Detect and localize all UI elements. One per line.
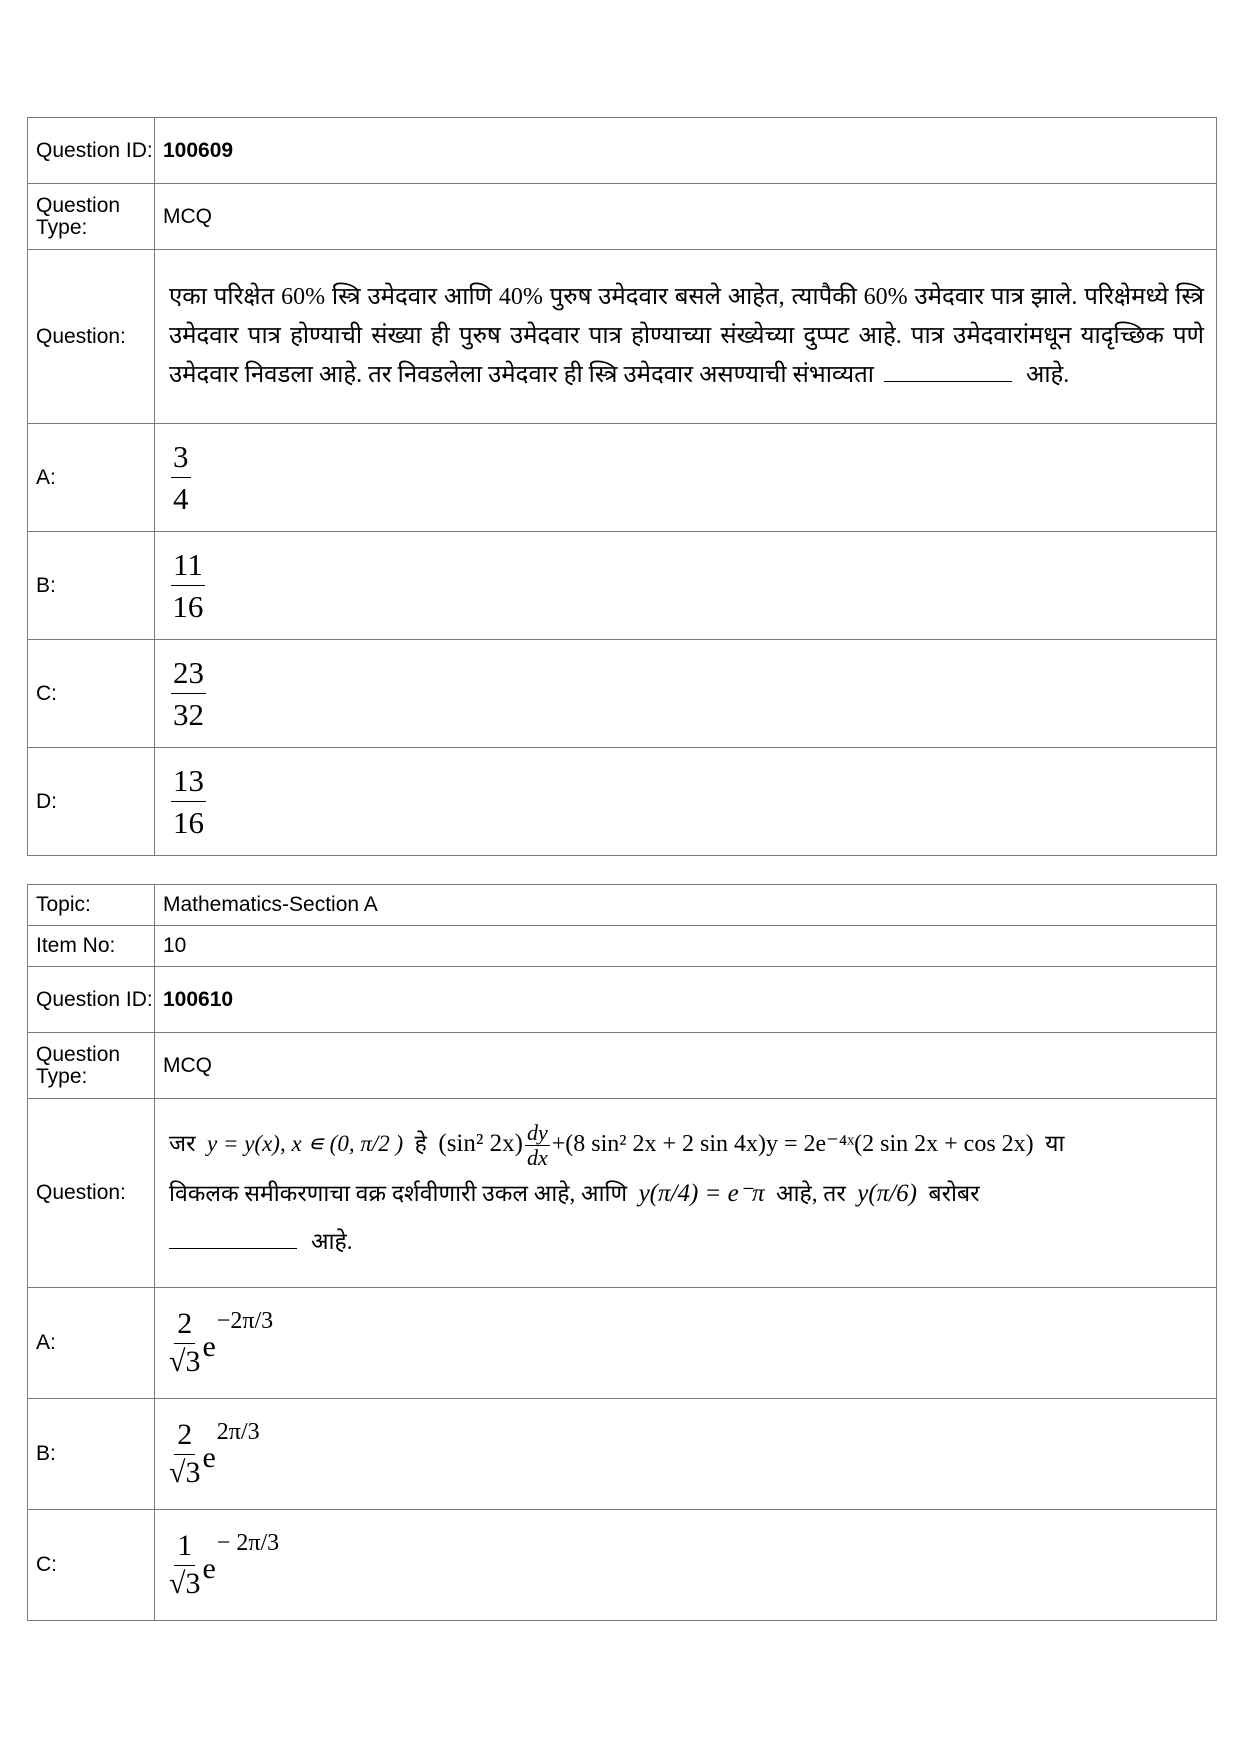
option-a-fraction: [169, 1308, 200, 1378]
option-b-expression: [169, 1419, 260, 1489]
question-id-label: Question ID:: [28, 118, 155, 184]
q-barobar: बरोबर: [928, 1181, 980, 1207]
topic-label: Topic:: [28, 885, 155, 926]
option-b-numerator: 2: [174, 1419, 195, 1455]
option-a-label: A:: [28, 424, 155, 532]
option-a-denominator: √3: [169, 1345, 201, 1378]
question-type-value: MCQ: [155, 1033, 1217, 1099]
option-b-denominator: √3: [169, 1456, 201, 1489]
answer-blank: [169, 1247, 297, 1249]
q-line2a: विकलक समीकरणाचा वक्र दर्शवीणारी उकल आहे, आणि: [169, 1181, 628, 1207]
q-initial-condition: y(π/4) = e⁻π: [638, 1180, 765, 1208]
q-ya: या: [1045, 1130, 1065, 1156]
q-eq-lhs: (sin² 2x): [438, 1129, 523, 1157]
option-c[interactable]: [155, 1510, 1217, 1621]
option-c-label: C:: [28, 1510, 155, 1621]
option-a[interactable]: [155, 424, 1217, 532]
question-id-value: 100610: [155, 967, 1217, 1033]
option-c[interactable]: [155, 640, 1217, 748]
q-he: हे: [414, 1130, 427, 1156]
item-no-label: Item No:: [28, 926, 155, 967]
q-target: y(π/6): [857, 1180, 917, 1208]
option-b[interactable]: [155, 532, 1217, 640]
question-type-label: Question Type:: [28, 184, 155, 250]
option-a-numerator: 3: [171, 440, 191, 478]
option-c-base: e: [202, 1552, 216, 1585]
q-condition: y = y(x), x ∊ (0, π/2 ): [206, 1130, 404, 1156]
question-table-100609: [27, 117, 1217, 856]
question-label: Question:: [28, 250, 155, 424]
option-c-label: C:: [28, 640, 155, 748]
question-type-label: Question Type:: [28, 1033, 155, 1099]
option-d-label: D:: [28, 748, 155, 856]
option-a-label: A:: [28, 1288, 155, 1399]
q-dx: dx: [526, 1145, 548, 1171]
option-a-exponent: −2π/3: [216, 1308, 274, 1334]
option-a-base: e: [202, 1330, 216, 1363]
option-b-numerator: 11: [171, 548, 205, 586]
question-text-part1: एका परिक्षेत 60% स्त्रि उमेदवार आणि 40% पुरुष उमेदवार बसले आहेत, त्यापैकी 60% उमेदवार पात्र झाले. परिक्षेमध्ये स्त्रि उमेदवार पात्र होण्याची संख्या ही पुरुष उमेदवार पात्र होण्याच्या संख्येच्या दुप्पट आहे. पात्र उमेदवारांमधून यादृच्छिक पणे उमेदवार निवडला आहे. तर निवडलेला उमेदवार ही स्त्रि उमेदवार असण्याची संभाव्यता: [169, 284, 1204, 388]
option-a-denominator: 4: [173, 481, 189, 516]
option-a-numerator: 2: [174, 1308, 195, 1344]
question-type-value: MCQ: [155, 184, 1217, 250]
option-b-label: B:: [28, 1399, 155, 1510]
option-c-denominator: √3: [169, 1567, 201, 1600]
option-b-fraction: [169, 1419, 200, 1489]
question-text: [155, 272, 1216, 401]
q-derivative: [525, 1121, 550, 1170]
question-text: [155, 1114, 1216, 1272]
option-d-fraction: [171, 764, 206, 839]
question-label: Question:: [28, 1099, 155, 1288]
option-a-expression: [169, 1308, 273, 1378]
q-jar: जर: [169, 1130, 196, 1156]
option-d[interactable]: [155, 748, 1217, 856]
option-b-exponent: 2π/3: [216, 1419, 260, 1445]
question-text-part2: आहे.: [1025, 362, 1070, 388]
item-no-value: 10: [155, 926, 1217, 967]
option-b-fraction: [171, 548, 205, 623]
option-b-label: B:: [28, 532, 155, 640]
option-c-numerator: 1: [174, 1530, 195, 1566]
q-line2b: आहे, तर: [775, 1181, 846, 1207]
option-c-numerator: 23: [171, 656, 206, 694]
option-b-denominator: 16: [172, 589, 204, 624]
option-c-fraction: [169, 1530, 200, 1600]
q-eq-rhs: +(8 sin² 2x + 2 sin 4x)y = 2e⁻⁴ˣ(2 sin 2x + cos 2x): [551, 1130, 1034, 1157]
question-body: [155, 250, 1217, 424]
option-d-numerator: 13: [171, 764, 206, 802]
question-body: [155, 1099, 1217, 1288]
option-c-expression: [169, 1530, 279, 1600]
q-end: आहे.: [311, 1229, 353, 1255]
answer-blank: [884, 380, 1012, 382]
question-id-label: Question ID:: [28, 967, 155, 1033]
option-b[interactable]: [155, 1399, 1217, 1510]
option-d-denominator: 16: [173, 805, 204, 840]
option-a[interactable]: [155, 1288, 1217, 1399]
question-table-100610: [27, 884, 1217, 1621]
topic-value: Mathematics-Section A: [155, 885, 1217, 926]
option-a-fraction: [171, 440, 191, 515]
option-c-fraction: [171, 656, 206, 731]
option-c-exponent: − 2π/3: [216, 1530, 280, 1556]
option-b-base: e: [202, 1441, 216, 1474]
q-dy: dy: [526, 1120, 548, 1146]
option-c-denominator: 32: [173, 697, 204, 732]
question-id-value: 100609: [155, 118, 1217, 184]
